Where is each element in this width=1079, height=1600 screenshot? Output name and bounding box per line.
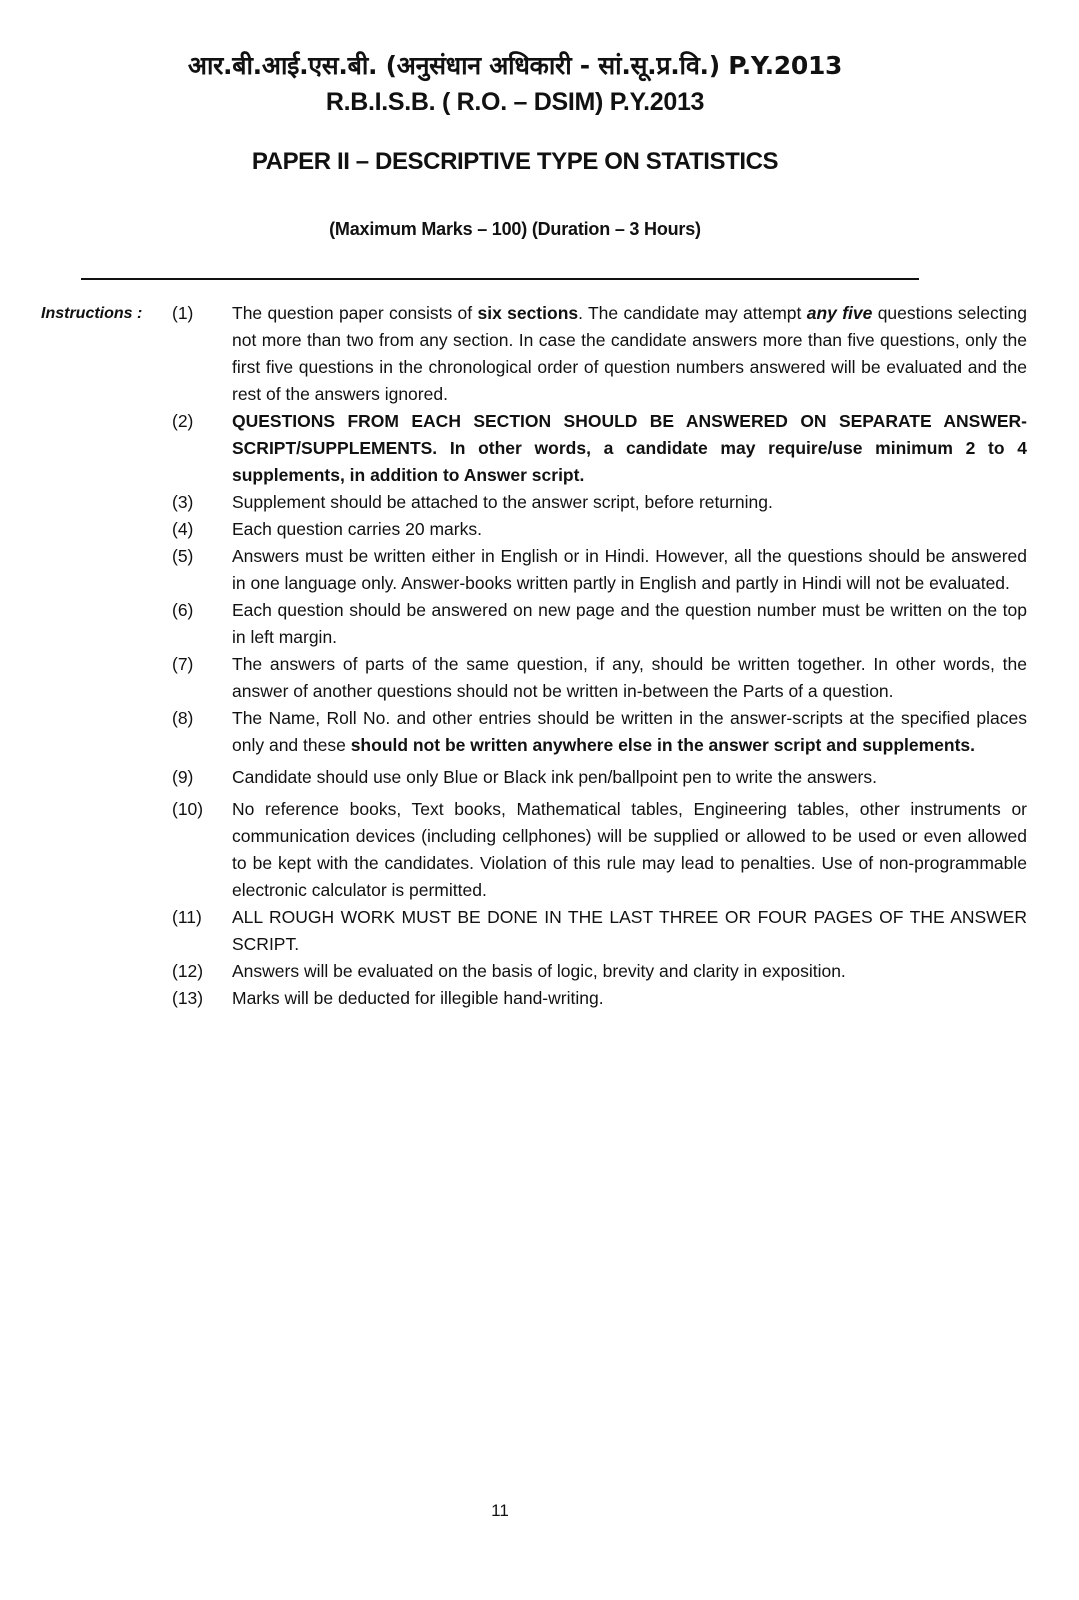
text-run: Supplement should be attached to the answer script, before returning. bbox=[232, 492, 773, 512]
instruction-item bbox=[172, 985, 1027, 1012]
instruction-item bbox=[172, 958, 1027, 985]
emphasized-text: QUESTIONS FROM EACH SECTION SHOULD BE ANSWERED ON SEPARATE ANSWER-SCRIPT/SUPPLEMENTS. In other words, a candidate may require/use minimum 2 to 4 supplements, in addition to Answer script. bbox=[232, 411, 1027, 485]
instruction-text bbox=[232, 597, 1027, 651]
text-run: Each question carries 20 marks. bbox=[232, 519, 482, 539]
instruction-item bbox=[172, 300, 1027, 408]
instruction-number: (8) bbox=[172, 708, 194, 728]
instruction-item bbox=[172, 705, 1027, 759]
page-number: 11 bbox=[491, 1501, 509, 1520]
instruction-item bbox=[172, 408, 1027, 489]
instruction-text bbox=[232, 985, 1027, 1012]
instruction-item bbox=[172, 543, 1027, 597]
text-run: The question paper consists of bbox=[232, 303, 478, 323]
instruction-text bbox=[232, 651, 1027, 705]
marks-duration: (Maximum Marks – 100) (Duration – 3 Hours) bbox=[329, 219, 701, 239]
text-run: Each question should be answered on new page and the question number must be written on the top in left margin. bbox=[232, 600, 1027, 647]
instruction-item bbox=[172, 796, 1027, 904]
instruction-text bbox=[232, 904, 1027, 958]
instruction-item bbox=[172, 904, 1027, 958]
instruction-number: (13) bbox=[172, 988, 204, 1008]
instruction-number: (4) bbox=[172, 519, 194, 539]
instruction-text bbox=[232, 489, 1027, 516]
instruction-text bbox=[232, 705, 1027, 759]
emphasized-text: six sections bbox=[477, 303, 579, 323]
text-run: Answers will be evaluated on the basis of logic, brevity and clarity in exposition. bbox=[232, 961, 846, 981]
instruction-text bbox=[232, 408, 1027, 489]
text-run: The answers of parts of the same question, if any, should be written together. In other words, the answer of another questions should not be written in-between the Parts of a question. bbox=[232, 654, 1027, 701]
instruction-number: (9) bbox=[172, 767, 194, 787]
text-run: No reference books, Text books, Mathematical tables, Engineering tables, other instruments or communication devices (including cellphones) will be supplied or allowed to be used or even allowed to be kept with the candidates. Violation of this rule may lead to penalties. Use of non-programmable electronic calculator is permitted. bbox=[232, 799, 1027, 900]
text-run: . The candidate may attempt bbox=[578, 303, 807, 323]
text-run: Marks will be deducted for illegible hand-writing. bbox=[232, 988, 604, 1008]
text-run: Answers must be written either in English or in Hindi. However, all the questions should be answered in one language only. Answer-books written partly in English and partly in Hindi will not be evaluated. bbox=[232, 546, 1027, 593]
text-run: questions selecting not more than two from any section. In case the candidate answers more than five questions, only the first five questions in the chronological order of question numbers answered will be evaluated and the rest of the answers ignored. bbox=[232, 303, 1027, 404]
instruction-number: (2) bbox=[172, 411, 194, 431]
instruction-number: (11) bbox=[172, 907, 202, 927]
instruction-number: (6) bbox=[172, 600, 194, 620]
text-run: The Name, Roll No. and other entries should be written in the answer-scripts at the specified places only and these bbox=[232, 708, 1027, 755]
instruction-item bbox=[172, 597, 1027, 651]
english-title: R.B.I.S.B. ( R.O. – DSIM) P.Y.2013 bbox=[325, 88, 705, 116]
emphasized-text: should not be written anywhere else in the answer script and supplements. bbox=[350, 735, 976, 755]
paper-title: PAPER II – DESCRIPTIVE TYPE ON STATISTICS bbox=[251, 148, 779, 175]
instruction-text bbox=[232, 516, 1027, 543]
instruction-item bbox=[172, 489, 1027, 516]
instruction-number: (7) bbox=[172, 654, 194, 674]
instruction-number: (1) bbox=[172, 303, 194, 323]
instruction-number: (3) bbox=[172, 492, 194, 512]
instructions-label: Instructions : bbox=[41, 305, 143, 322]
instruction-number: (5) bbox=[172, 546, 194, 566]
instruction-item bbox=[172, 651, 1027, 705]
text-run: ALL ROUGH WORK MUST BE DONE IN THE LAST THREE OR FOUR PAGES OF THE ANSWER SCRIPT. bbox=[232, 907, 1027, 954]
instruction-number: (12) bbox=[172, 961, 204, 981]
instruction-text bbox=[232, 764, 1027, 791]
instruction-text bbox=[232, 796, 1027, 904]
instruction-text bbox=[232, 958, 1027, 985]
instruction-text bbox=[232, 543, 1027, 597]
instruction-number: (10) bbox=[172, 799, 204, 819]
instruction-text bbox=[232, 300, 1027, 408]
instruction-item bbox=[172, 764, 1027, 791]
horizontal-divider bbox=[81, 278, 919, 280]
instruction-item bbox=[172, 516, 1027, 543]
instructions-list bbox=[172, 300, 1027, 1012]
emphasized-text: any five bbox=[806, 303, 873, 323]
text-run: Candidate should use only Blue or Black ink pen/ballpoint pen to write the answers. bbox=[232, 767, 877, 787]
hindi-title: आर.बी.आई.एस.बी. (अनुसंधान अधिकारी - सां.सू.प्र.वि.) P.Y.2013 bbox=[187, 51, 843, 80]
